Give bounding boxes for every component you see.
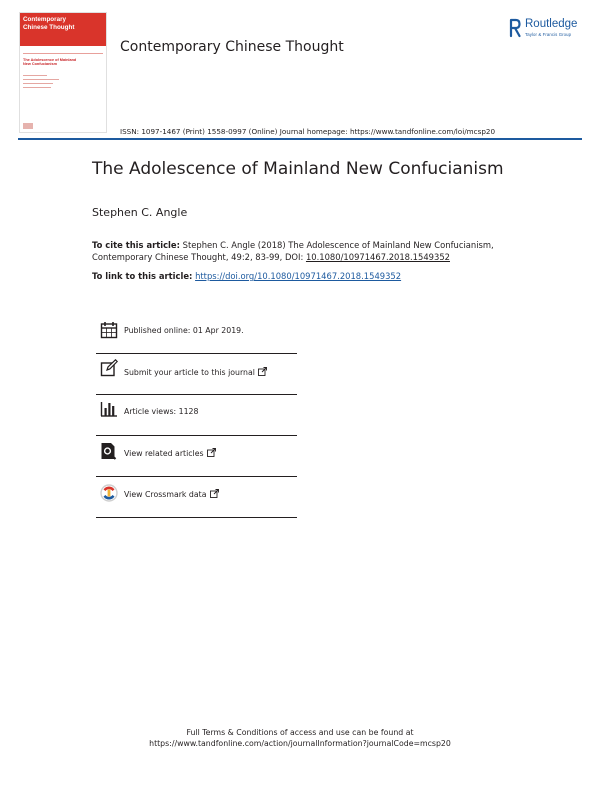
link-block (92, 271, 401, 281)
calendar-icon (100, 321, 118, 339)
published-online-row (96, 318, 297, 354)
journal-homepage-link[interactable]: https://www.tandfonline.com/loi/mcsp20 (349, 127, 496, 136)
external-link-icon (210, 489, 219, 498)
crossmark-link[interactable] (124, 489, 219, 499)
issn-line (120, 127, 495, 136)
crossmark-icon (100, 484, 118, 502)
cover-text-line (23, 87, 51, 88)
footer (0, 727, 600, 749)
cover-divider (23, 53, 103, 54)
publisher-tagline: Taylor & Francis Group (525, 32, 572, 37)
submit-article-label: Submit your article to this journal (124, 368, 255, 377)
submit-article-link[interactable] (124, 367, 267, 377)
cover-title: Contemporary Chinese Thought (23, 16, 75, 31)
external-link-icon (207, 448, 216, 457)
published-online-text: Published online: 01 Apr 2019. (124, 326, 244, 335)
journal-cover-thumbnail[interactable] (19, 12, 107, 133)
link-label: To link to this article: (92, 271, 193, 281)
cover-publisher-logo (23, 123, 33, 129)
citation-text: Stephen C. Angle (2018) The Adolescence of Mainland New Confucianism, Contemporary Chinese Thought, 49:2, 83-99, DOI: (92, 240, 494, 262)
journal-title: Contemporary Chinese Thought (120, 39, 344, 55)
routledge-logo[interactable] (509, 17, 589, 43)
row-divider (96, 517, 297, 519)
crossmark-label: View Crossmark data (124, 490, 207, 499)
bar-chart-icon (100, 400, 118, 418)
article-url-link[interactable]: https://doi.org/10.1080/10971467.2018.1549352 (195, 271, 402, 281)
doi-link[interactable]: 10.1080/10971467.2018.1549352 (305, 252, 450, 262)
citation-block (92, 239, 522, 263)
related-articles-link[interactable] (124, 448, 216, 458)
crossmark-row[interactable] (96, 477, 297, 518)
footer-terms-link[interactable]: https://www.tandfonline.com/action/journalInformation?journalCode=mcsp20 (149, 739, 451, 748)
citation-label: To cite this article: (92, 240, 180, 250)
header-divider (18, 138, 582, 140)
cover-text-line (23, 83, 53, 84)
article-views-text: Article views: 1128 (124, 407, 199, 416)
edit-icon (100, 359, 118, 377)
author-name: Stephen C. Angle (92, 206, 188, 219)
search-document-icon (100, 442, 118, 460)
routledge-r-icon (509, 17, 521, 39)
publisher-name: Routledge (525, 18, 578, 30)
article-views-row (96, 395, 297, 436)
article-title: The Adolescence of Mainland New Confucianism (92, 159, 504, 179)
cover-text-line (23, 75, 47, 76)
submit-article-row[interactable] (96, 354, 297, 395)
cover-text-line (23, 79, 59, 80)
issn-text: ISSN: 1097-1467 (Print) 1558-0997 (Online) Journal homepage: (120, 127, 350, 136)
cover-title-band (20, 13, 106, 46)
footer-terms-text: Full Terms & Conditions of access and use can be found at (186, 728, 414, 737)
related-articles-label: View related articles (124, 449, 204, 458)
related-articles-row[interactable] (96, 436, 297, 477)
cover-article-title: The Adolescence of Mainland New Confucianism (23, 58, 77, 67)
external-link-icon (258, 367, 267, 376)
